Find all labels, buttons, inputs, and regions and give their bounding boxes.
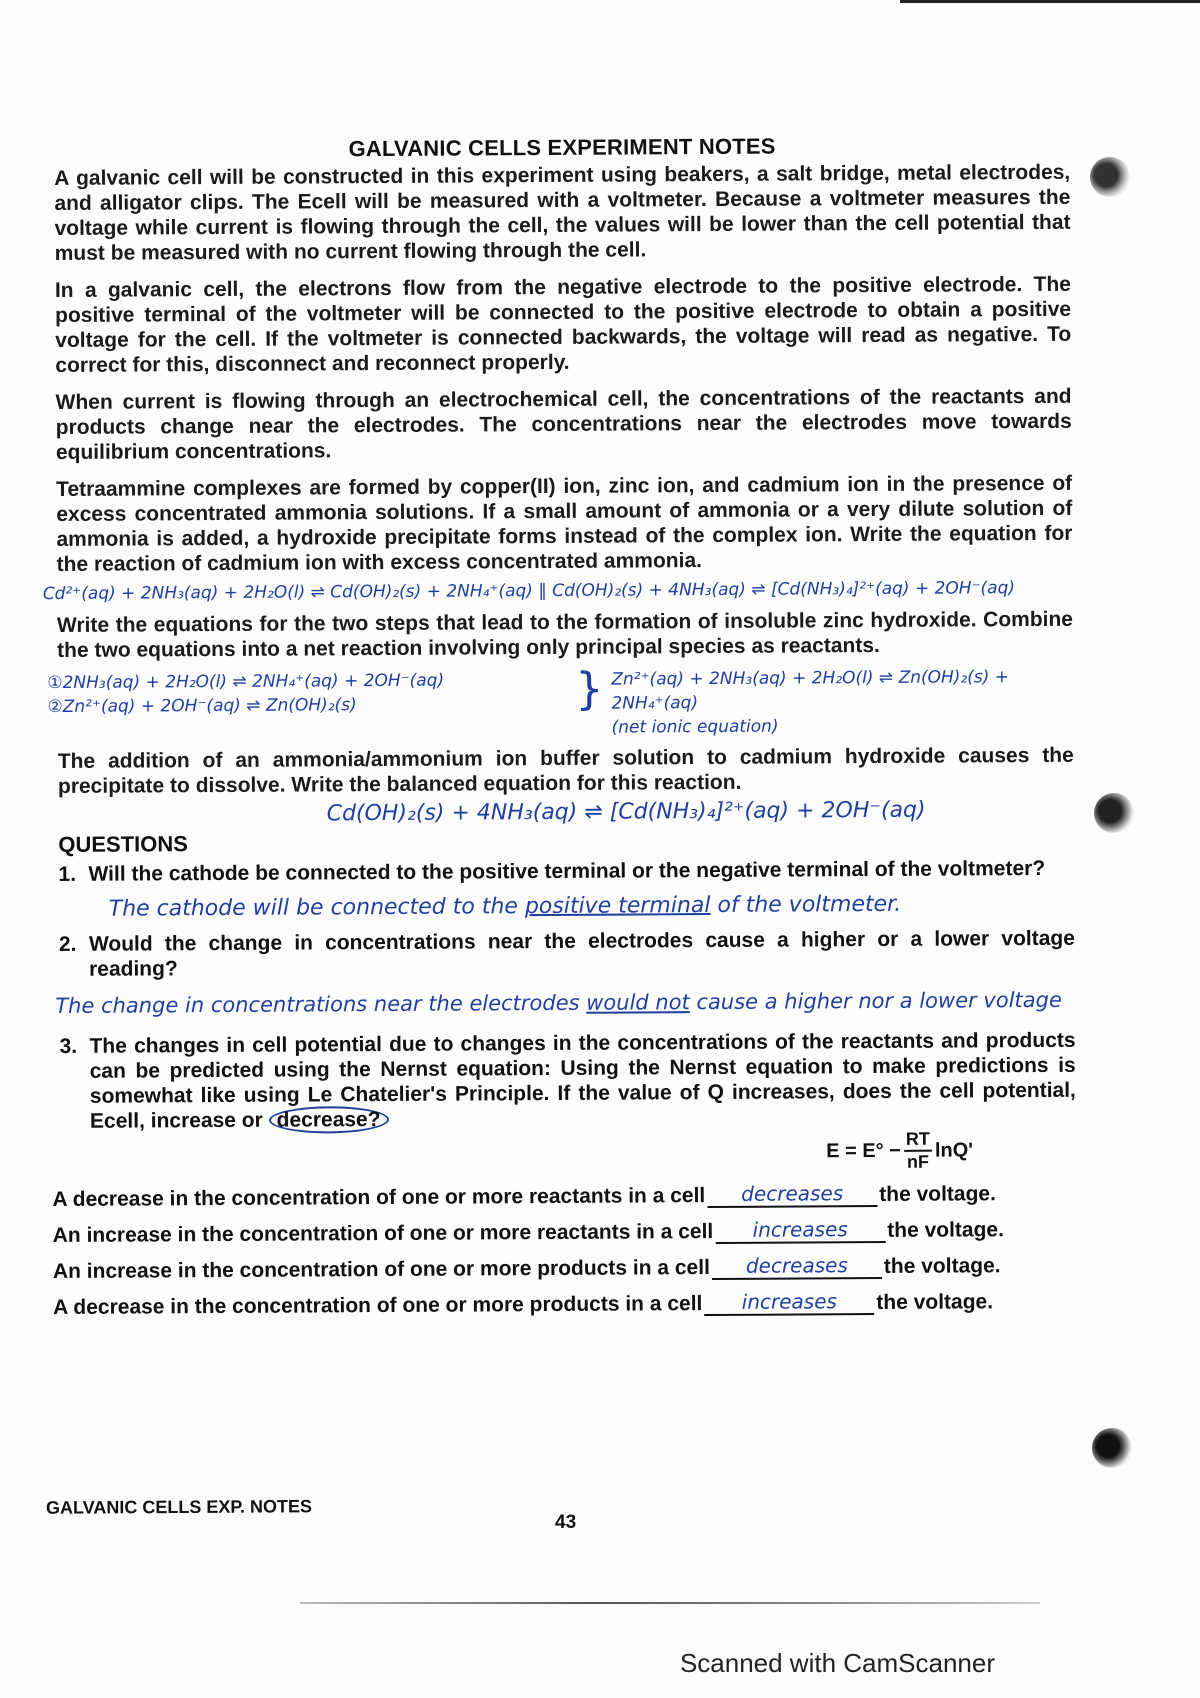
nernst-denominator: nF [906,1151,930,1172]
fill-row-3 [53,1252,1077,1284]
zinc-net-equation: Zn²⁺(aq) + 2NH₃(aq) + 2H₂O(l) ⇌ Zn(OH)₂(s) + 2NH₄⁺(aq) [611,667,1010,714]
questions-heading: QUESTIONS [58,831,188,857]
zinc-step-1: ①2NH₃(aq) + 2H₂O(l) ⇌ 2NH₄⁺(aq) + 2OH⁻(aq) [47,670,445,694]
nernst-equation [826,1128,1026,1173]
fill-row-2 [53,1216,1077,1248]
answer-1-pre: The cathode will be connected to the [108,894,525,922]
answer-1 [109,891,1075,922]
paragraph-1: A galvanic cell will be constructed in this experiment using beakers, a salt bridge, metal electrodes, and alligator clips. The Ecell will be measured with a voltmeter. Because a voltmeter measures the voltage while current is flowing through the cell, the values will be lower than the cell potential that must be measured with no current flowing through the cell. [54,160,1071,265]
answer-2-underlined: would not [586,990,690,1015]
question-3-text-main: The changes in cell potential due to changes in the concentrations of the reactants and products can be predicted using the Nernst equation: Using the Nernst equation to make predictions is somewhat like using Le Chatelier's Principle. If the value of Q increases, does the cell potential, Ecell, increase or [89,1028,1076,1133]
circled-decrease: decrease? [269,1106,389,1134]
zinc-net [611,665,1073,740]
question-2-text: Would the change in concentrations near the electrodes cause a higher or a lower voltage reading? [88,926,1075,981]
question-2 [59,926,1075,982]
nernst-fraction [904,1129,932,1173]
answer-2-pre: The change in concentrations near the electrodes [55,990,587,1019]
handwritten-zinc-equations [47,665,1073,743]
answer-2-post: cause a higher nor a lower voltage [689,987,1062,1015]
fill-row-1-tail: the voltage. [879,1182,996,1206]
paragraph-4: Tetraammine complexes are formed by copper(II) ion, zinc ion, and cadmium ion in the presence of excess concentrated ammonia solutions. If a small amount of ammonia or a very dilute solution of ammonia is added, a hydroxide precipitate forms instead of the complex ion. Write the equation for the reaction of cadmium ion with excess concentrated ammonia. [56,471,1073,576]
zinc-step-2: ②Zn²⁺(aq) + 2OH⁻(aq) ⇌ Zn(OH)₂(s) [47,695,357,718]
bottom-scan-line [300,1602,1040,1604]
nernst-numerator: RT [904,1129,932,1152]
punch-hole-top [1090,157,1130,197]
scanner-watermark: Scanned with CamScanner [679,1648,995,1678]
punch-hole-bottom [1092,1428,1132,1468]
punch-hole-middle [1094,793,1134,833]
question-1 [58,856,1074,887]
scan-edge-line [900,0,1200,3]
buffer-prompt: The addition of an ammonia/ammonium ion buffer solution to cadmium hydroxide causes the precipitate to dissolve. Write the balanced equation for this reaction. [57,743,1074,798]
handwritten-cd-ammonia: Cd²⁺(aq) + 2NH₃(aq) + 2H₂O(l) ⇌ Cd(OH)₂(s) + 2NH₄⁺(aq) ‖ Cd(OH)₂(s) + 4NH₃(aq) ⇌ [Cd(NH₃)₄]²⁺(aq) + 2OH⁻(aq) [42,578,1016,605]
fill-row-3-answer: decreases [712,1253,882,1280]
answer-2 [55,988,1075,1018]
fill-row-1-stem: A decrease in the concentration of one or more reactants in a cell [52,1184,706,1212]
zinc-prompt: Write the equations for the two steps that lead to the formation of insoluble zinc hydroxide. Combine the two equations into a net reaction involving only principal species as reactants. [56,607,1074,662]
paragraph-2: In a galvanic cell, the electrons flow from the negative electrode to the positive electrode. The positive terminal of the voltmeter will be connected to the positive electrode to obtain a positive voltage for the cell. If the voltmeter is connected backwards, the voltage will read as negative. To correct for this, disconnect and reconnect properly. [54,272,1072,377]
fill-row-3-tail: the voltage. [883,1254,1001,1278]
question-3-text [89,1028,1076,1134]
zinc-steps [47,668,567,719]
nernst-left: E = E° − [826,1139,901,1162]
fill-row-2-stem: An increase in the concentration of one or more reactants in a cell [52,1219,714,1248]
answer-1-underlined: positive terminal [524,893,711,920]
fill-row-2-answer: increases [715,1217,885,1244]
fill-row-4-answer: increases [704,1289,874,1316]
fill-row-4-tail: the voltage. [876,1290,994,1314]
question-3-number: 3. [59,1034,78,1058]
zinc-brace: } [575,663,604,715]
answer-1-post: of the voltmeter. [710,891,902,919]
question-1-number: 1. [58,862,77,886]
paragraph-3: When current is flowing through an electrochemical cell, the concentrations of the reactants and products change near the electrodes. The concentrations near the electrodes move towards equilibrium concentrations. [55,384,1072,464]
question-3 [59,1028,1076,1134]
nernst-right: lnQ' [934,1138,974,1162]
fill-row-3-stem: An increase in the concentration of one or more products in a cell [52,1256,710,1284]
fill-row-1-answer: decreases [707,1181,877,1208]
question-1-text: Will the cathode be connected to the positive terminal or the negative terminal of the voltmeter? [88,856,1046,886]
zinc-net-label: (net ionic equation) [611,716,779,738]
footer-label: GALVANIC CELLS EXP. NOTES [45,1496,313,1518]
page-title: GALVANIC CELLS EXPERIMENT NOTES [348,133,776,162]
question-2-number: 2. [58,932,77,956]
handwritten-buffer-equation: Cd(OH)₂(s) + 4NH₃(aq) ⇌ [Cd(NH₃)₄]²⁺(aq) + 2OH⁻(aq) [326,797,926,827]
fill-row-2-tail: the voltage. [887,1218,1004,1242]
fill-row-4 [53,1288,1077,1320]
page-number: 43 [555,1512,577,1533]
document-body [42,132,1077,1330]
fill-row-4-stem: A decrease in the concentration of one or more products in a cell [53,1292,703,1320]
fill-row-1 [52,1180,1076,1212]
